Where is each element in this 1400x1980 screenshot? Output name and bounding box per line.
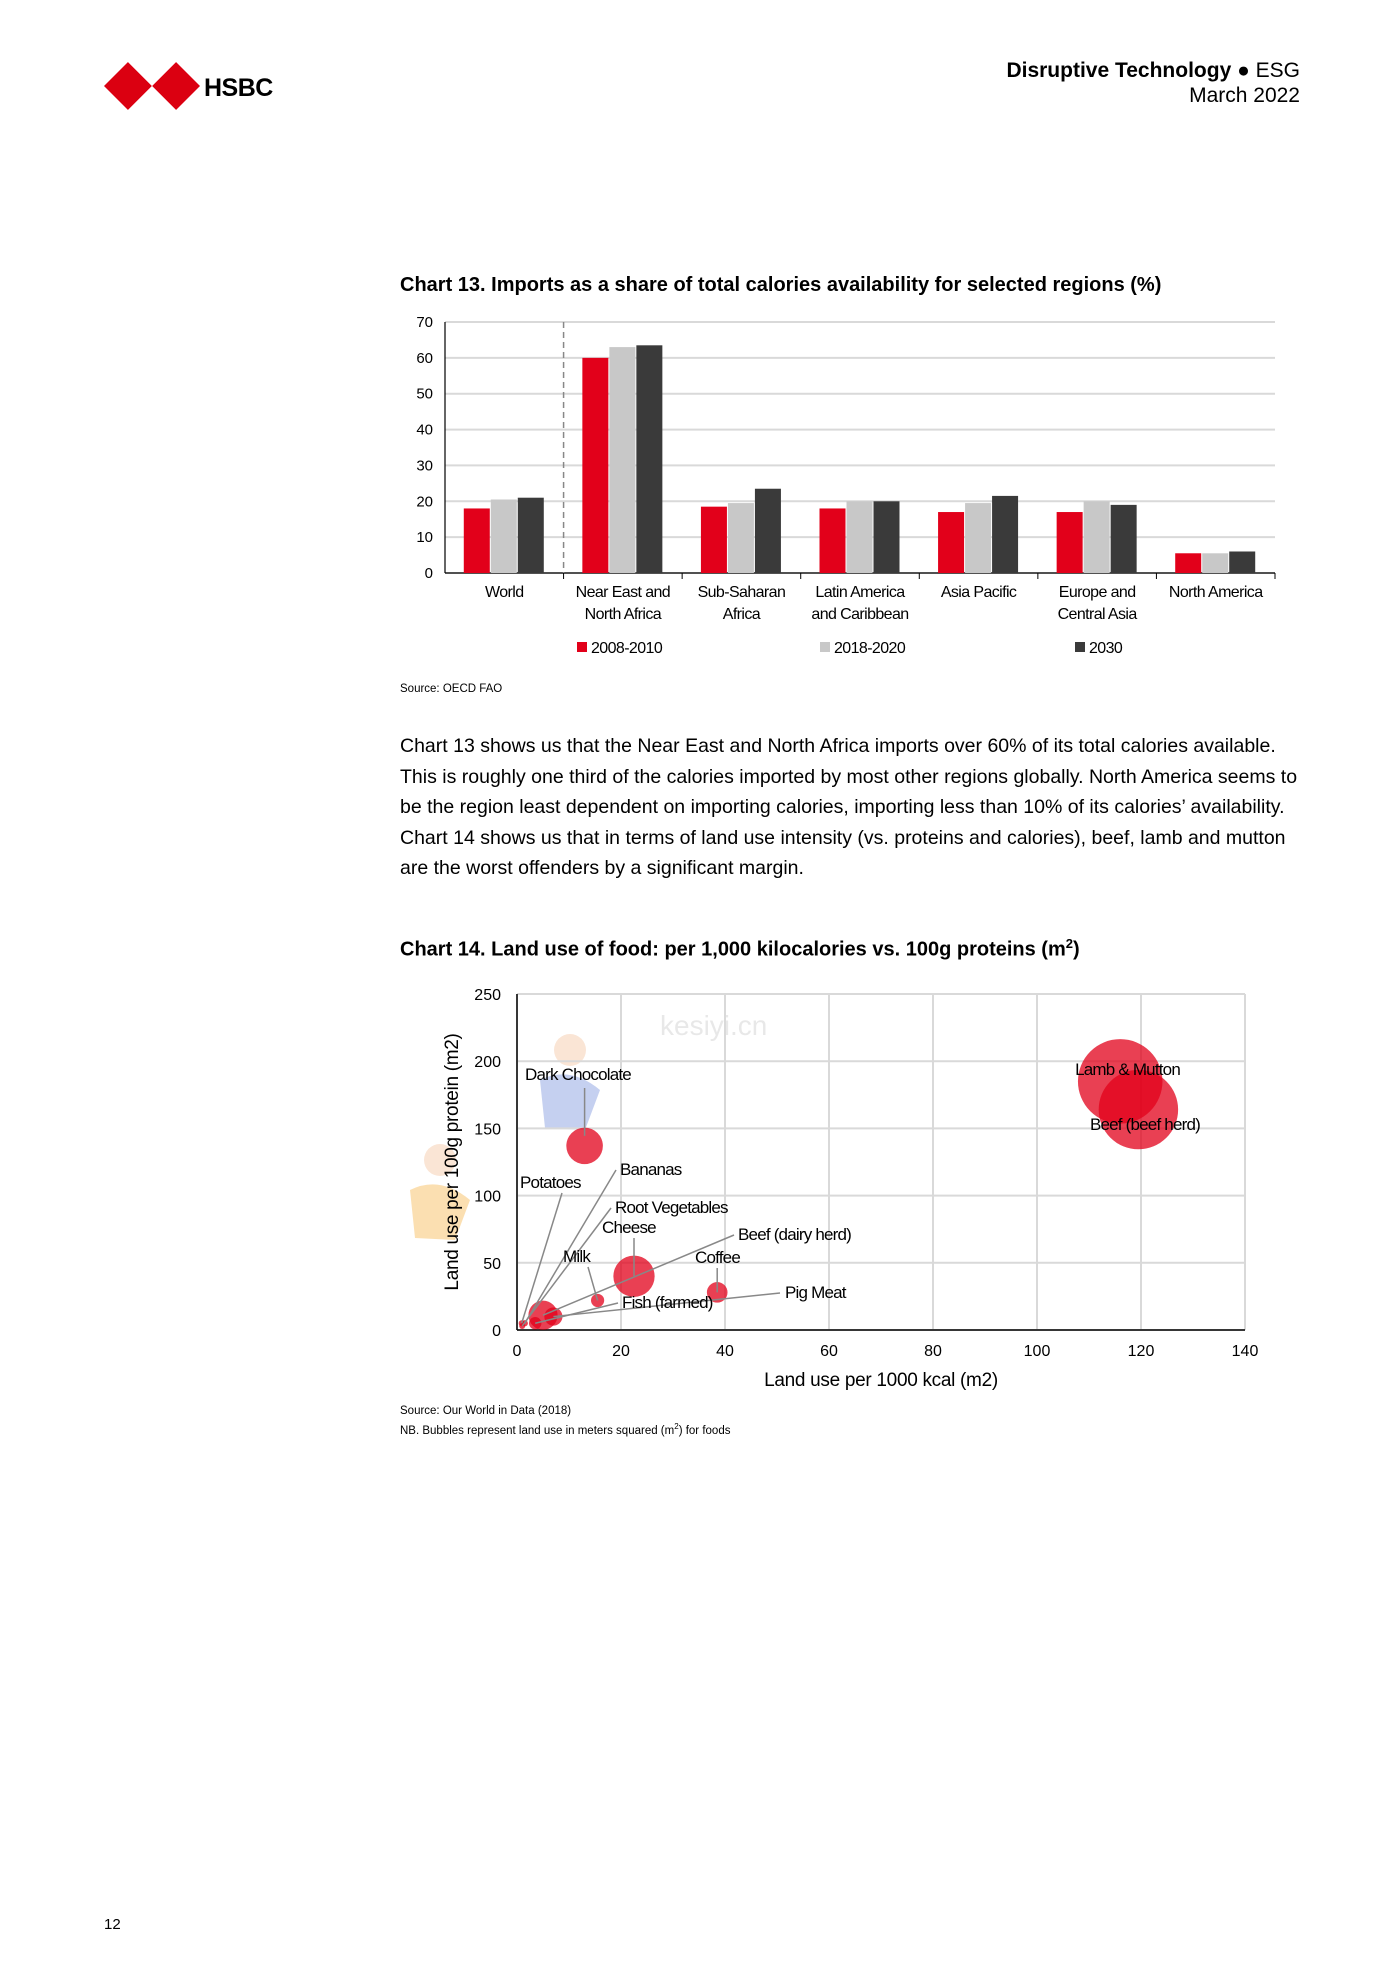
chart14-xtick-label: 0 bbox=[512, 1343, 522, 1360]
chart14-point-label: Potatoes bbox=[520, 1173, 581, 1192]
chart13-bar bbox=[965, 503, 991, 573]
chart14-ytick-label: 0 bbox=[492, 1323, 501, 1340]
chart14-xtick-label: 60 bbox=[820, 1343, 838, 1360]
chart13-bar bbox=[755, 489, 781, 573]
chart13-category-label: Latin America bbox=[815, 584, 905, 601]
chart13-ytick-label: 0 bbox=[424, 565, 433, 582]
chart13-bar bbox=[1229, 551, 1255, 573]
chart13-ytick-label: 10 bbox=[416, 529, 433, 547]
header-title: Disruptive Technology bbox=[1006, 59, 1232, 82]
chart13-ytick-label: 20 bbox=[416, 493, 433, 511]
chart14-point-label: Coffee bbox=[695, 1248, 740, 1267]
chart14-point-label: Milk bbox=[563, 1247, 591, 1266]
chart14-xtick-label: 100 bbox=[1023, 1343, 1051, 1360]
chart13-bar bbox=[582, 358, 608, 573]
chart13-bar-chart bbox=[380, 310, 1300, 665]
header-date: March 2022 bbox=[1189, 84, 1300, 107]
chart14-note-pre: NB. Bubbles represent land use in meters squared (m bbox=[400, 1424, 675, 1437]
chart13-category-label: Central Asia bbox=[1057, 606, 1137, 623]
chart13-legend-swatch bbox=[820, 642, 830, 652]
chart13-legend-label: 2018-2020 bbox=[834, 640, 906, 657]
chart14-xtick-label: 40 bbox=[716, 1343, 734, 1360]
chart13-bar bbox=[609, 347, 635, 573]
header-line-1 bbox=[1006, 58, 1300, 83]
chart13-ytick-label: 70 bbox=[416, 314, 433, 331]
chart13-bar bbox=[820, 508, 846, 573]
chart13-bar bbox=[636, 345, 662, 573]
chart14-xtick-label: 80 bbox=[924, 1343, 942, 1360]
chart13-bar bbox=[464, 508, 490, 573]
chart13-bar bbox=[1202, 553, 1228, 573]
chart13-title: Chart 13. Imports as a share of total calories availability for selected regions (%) bbox=[400, 274, 1162, 296]
chart14-ytick-label: 250 bbox=[474, 987, 501, 1004]
body-paragraph: Chart 13 shows us that the Near East and North Africa imports over 60% of its total calories available. This is roughly one third of the calories imported by most other regions globally. North America seems to be the region least dependent on importing calories, importing less than 10% of its calories’ availability. Chart 14 shows us that in terms of land use intensity (vs. proteins and calories), beef, lamb and mutton are the worst offenders by a significant margin. bbox=[400, 735, 1298, 879]
chart14-title bbox=[400, 936, 1080, 962]
chart14-ytick-label: 50 bbox=[483, 1255, 501, 1273]
chart13-bar bbox=[728, 503, 754, 573]
chart13-category-label: Near East and bbox=[575, 584, 671, 601]
chart14-ylabel: Land use per 100g protein (m2) bbox=[442, 1033, 463, 1291]
chart13-bar bbox=[992, 496, 1018, 573]
chart14-note bbox=[400, 1419, 730, 1439]
chart14-point-label: Cheese bbox=[602, 1218, 656, 1237]
chart13-legend-swatch bbox=[1075, 642, 1085, 652]
chart13-bar bbox=[874, 501, 900, 573]
chart14-xtick-label: 140 bbox=[1231, 1343, 1259, 1360]
chart13-bar bbox=[701, 507, 727, 573]
chart13-bar bbox=[938, 512, 964, 573]
chart13-category-label: Sub-Saharan bbox=[697, 584, 786, 601]
logo-text: HSBC bbox=[204, 74, 273, 102]
page-number: 12 bbox=[104, 1916, 121, 1933]
chart13-category-label: Europe and bbox=[1058, 584, 1136, 601]
chart14-point-label: Beef (beef herd) bbox=[1089, 1115, 1200, 1134]
chart13-ytick-label: 60 bbox=[416, 349, 433, 367]
watermark-text: kesiyi.cn bbox=[660, 1010, 768, 1041]
chart13-ytick-label: 30 bbox=[416, 457, 433, 475]
chart14-bubble bbox=[1099, 1070, 1178, 1149]
chart14-ytick-label: 150 bbox=[474, 1121, 501, 1139]
chart14-ytick-label: 200 bbox=[474, 1054, 501, 1072]
hsbc-logo bbox=[104, 62, 284, 110]
chart13-ytick-label: 40 bbox=[416, 421, 433, 439]
chart13-bar bbox=[847, 501, 873, 573]
chart14-source-line: Source: Our World in Data (2018) bbox=[400, 1405, 572, 1417]
chart14-title-end: ) bbox=[1073, 938, 1080, 961]
chart13-category-label: Asia Pacific bbox=[940, 584, 1017, 601]
header-bullet: ● bbox=[1237, 59, 1250, 82]
chart14-note-post: ) for foods bbox=[678, 1424, 731, 1437]
chart13-category-label: and Caribbean bbox=[811, 606, 909, 623]
chart13-ytick-label: 50 bbox=[416, 385, 433, 403]
chart14-xtick-label: 20 bbox=[612, 1343, 630, 1360]
chart14-point-label: Root Vegetables bbox=[615, 1198, 728, 1217]
chart14-ytick-label: 100 bbox=[474, 1188, 501, 1206]
chart14-xlabel: Land use per 1000 kcal (m2) bbox=[764, 1370, 998, 1391]
chart14-point-label: Bananas bbox=[620, 1160, 682, 1179]
chart14-bubble-chart bbox=[430, 980, 1270, 1400]
chart13-bar bbox=[1175, 553, 1201, 573]
chart14-xtick-label: 120 bbox=[1127, 1343, 1155, 1360]
hsbc-hexagon-icon bbox=[104, 62, 284, 110]
chart13-legend-swatch bbox=[577, 642, 587, 652]
page-header bbox=[1006, 58, 1300, 108]
header-tag: ESG bbox=[1255, 59, 1300, 82]
chart13-bar bbox=[518, 498, 544, 573]
chart14-title-text: Chart 14. Land use of food: per 1,000 kilocalories vs. 100g proteins (m bbox=[400, 938, 1066, 961]
chart13-category-label: North Africa bbox=[584, 606, 662, 623]
chart14-note-sup: 2 bbox=[674, 1422, 679, 1431]
chart13-source: Source: OECD FAO bbox=[400, 683, 503, 695]
chart14-point-label: Dark Chocolate bbox=[525, 1065, 631, 1084]
chart13-legend-label: 2030 bbox=[1089, 640, 1123, 657]
chart13-legend-label: 2008-2010 bbox=[591, 640, 663, 657]
chart14-point-label: Beef (dairy herd) bbox=[738, 1225, 852, 1244]
chart14-title-sup: 2 bbox=[1065, 936, 1073, 951]
chart14-point-label: Lamb & Mutton bbox=[1075, 1060, 1180, 1079]
chart13-category-label: Africa bbox=[722, 606, 761, 623]
chart13-bar bbox=[1084, 501, 1110, 573]
chart13-category-label: North America bbox=[1168, 584, 1263, 601]
chart13-bar bbox=[1057, 512, 1083, 573]
chart14-source bbox=[400, 1404, 730, 1439]
chart14-point-label: Fish (farmed) bbox=[622, 1293, 713, 1312]
chart13-bar bbox=[1111, 505, 1137, 573]
chart13-bar bbox=[491, 499, 517, 573]
chart13-category-label: World bbox=[485, 584, 524, 601]
chart14-point-label: Pig Meat bbox=[785, 1283, 846, 1302]
